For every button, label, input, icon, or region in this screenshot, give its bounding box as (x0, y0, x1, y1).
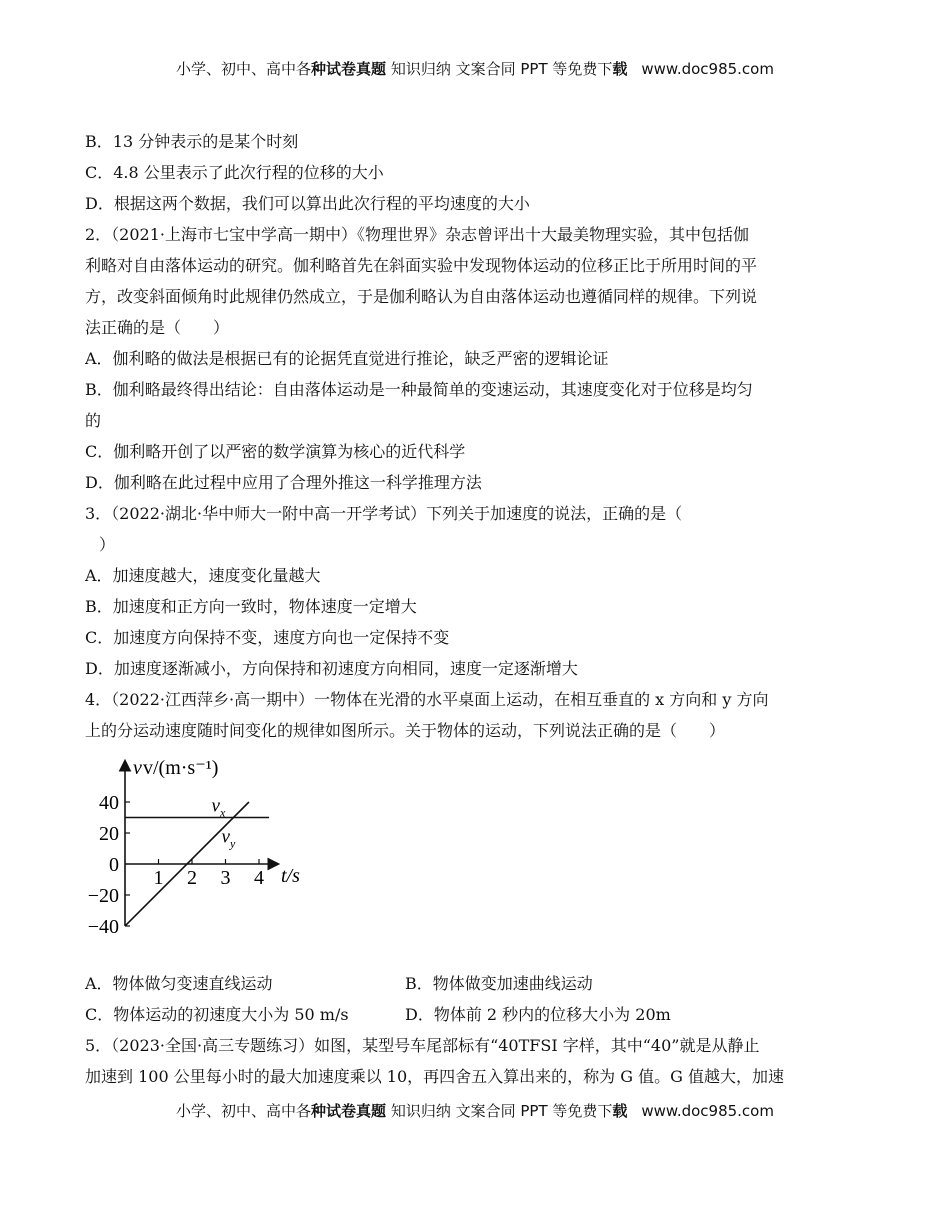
banner-text: 小学、初中、高中各 (176, 1102, 312, 1120)
q3-option-a: A．加速度越大，速度变化量越大 (85, 566, 321, 585)
q1-option-b: B．13 分钟表示的是某个时刻 (85, 132, 299, 151)
q4-option-c: C．物体运动的初速度大小为 50 m/s (85, 1005, 349, 1024)
banner-bold-tail: 载 (612, 1102, 628, 1120)
q5-stem-line-1: 5．（2023·全国·高三专题练习）如图，某型号车尾部标有“40TFSI 字样，其中“40”就是从静止 (85, 1036, 760, 1055)
y-axis-label-v: v (133, 757, 142, 779)
q2-stem-line-3: 方，改变斜面倾角时此规律仍然成立，于是伽利略认为自由落体运动也遵循同样的规律。下列说 (85, 287, 758, 306)
q2-stem-line-2: 利略对自由落体运动的研究。伽利略首先在斜面实验中发现物体运动的位移正比于所用时间的平 (85, 256, 758, 275)
q3-option-d: D．加速度逐渐减小，方向保持和初速度方向相同，速度一定逐渐增大 (85, 659, 578, 678)
x-tick-label: 2 (187, 867, 197, 889)
q3-option-c: C．加速度方向保持不变，速度方向也一定保持不变 (85, 628, 450, 647)
y-tick-label: −40 (87, 916, 119, 938)
q4-option-b: B．物体做变加速曲线运动 (405, 974, 593, 993)
q2-option-b-line-1: B．伽利略最终得出结论：自由落体运动是一种最简单的变速运动，其速度变化对于位移是均匀 (85, 380, 753, 399)
q4-options-row-2 (85, 999, 805, 1030)
banner-url[interactable]: www.doc985.com (641, 60, 774, 78)
q2-stem-line-4: 法正确的是（ ） (85, 318, 230, 337)
q4-stem-line-1: 4．（2022·江西萍乡·高一期中）一物体在光滑的水平桌面上运动，在相互垂直的 x 方向和 y 方向 (85, 690, 769, 709)
q2-option-d: D．伽利略在此过程中应用了合理外推这一科学推理方法 (85, 473, 482, 492)
x-tick-label: 3 (220, 867, 231, 889)
banner-url[interactable]: www.doc985.com (641, 1102, 774, 1120)
q4-option-a: A．物体做匀变速直线运动 (85, 974, 273, 993)
x-tick-label: 1 (153, 867, 164, 889)
banner-bold-tail: 载 (612, 60, 628, 78)
banner-bold: 种试卷真题 (311, 1102, 387, 1120)
q1-option-c: C．4.8 公里表示了此次行程的位移的大小 (85, 163, 384, 182)
y-tick-label: 0 (109, 854, 119, 876)
q2-option-a: A．伽利略的做法是根据已有的论据凭直觉进行推论，缺乏严密的逻辑论证 (85, 349, 609, 368)
q5-stem-line-2: 加速到 100 公里每小时的最大加速度乘以 10，再四舍五入算出来的，称为 G 值。G 值越大，加速 (85, 1067, 784, 1086)
banner-mid: 知识归纳 文案合同 PPT 等免费下 (386, 60, 613, 78)
x-axis-label: t/s (281, 865, 300, 887)
banner-mid: 知识归纳 文案合同 PPT 等免费下 (386, 1102, 613, 1120)
banner-text: 小学、初中、高中各 (176, 60, 312, 78)
y-tick-label: 40 (99, 792, 119, 814)
header-banner (0, 58, 950, 79)
chart-svg (85, 754, 345, 954)
q2-option-b-line-2: 的 (85, 411, 102, 430)
series-label-vy: $v_y$ (221, 826, 236, 851)
footer-banner (0, 1100, 950, 1121)
velocity-time-chart (85, 754, 805, 954)
q4-options-row-1 (85, 968, 805, 999)
q2-stem-line-1: 2．（2021·上海市七宝中学高一期中）《物理世界》杂志曾评出十大最美物理实验，其中包括伽 (85, 225, 749, 244)
q3-option-b: B．加速度和正方向一致时，物体速度一定增大 (85, 597, 417, 616)
series-label-vx: $v_x$ (211, 795, 226, 820)
banner-bold: 种试卷真题 (311, 60, 387, 78)
q2-option-c: C．伽利略开创了以严密的数学演算为核心的近代科学 (85, 442, 466, 461)
q3-stem-line-1: 3．（2022·湖北·华中师大一附中高一开学考试）下列关于加速度的说法，正确的是（ (85, 504, 683, 523)
document-body (85, 126, 805, 1092)
y-tick-label: −20 (87, 885, 119, 907)
y-axis-label: v/(m·s⁻¹) (143, 757, 219, 779)
y-tick-label: 20 (99, 823, 119, 845)
q1-option-d: D．根据这两个数据，我们可以算出此次行程的平均速度的大小 (85, 194, 530, 213)
q3-stem-line-2: ） (99, 535, 116, 554)
q4-option-d: D．物体前 2 秒内的位移大小为 20m (405, 1005, 671, 1024)
x-tick-label: 4 (254, 867, 264, 889)
q4-stem-line-2: 上的分运动速度随时间变化的规律如图所示。关于物体的运动，下列说法正确的是（ ） (85, 721, 726, 740)
